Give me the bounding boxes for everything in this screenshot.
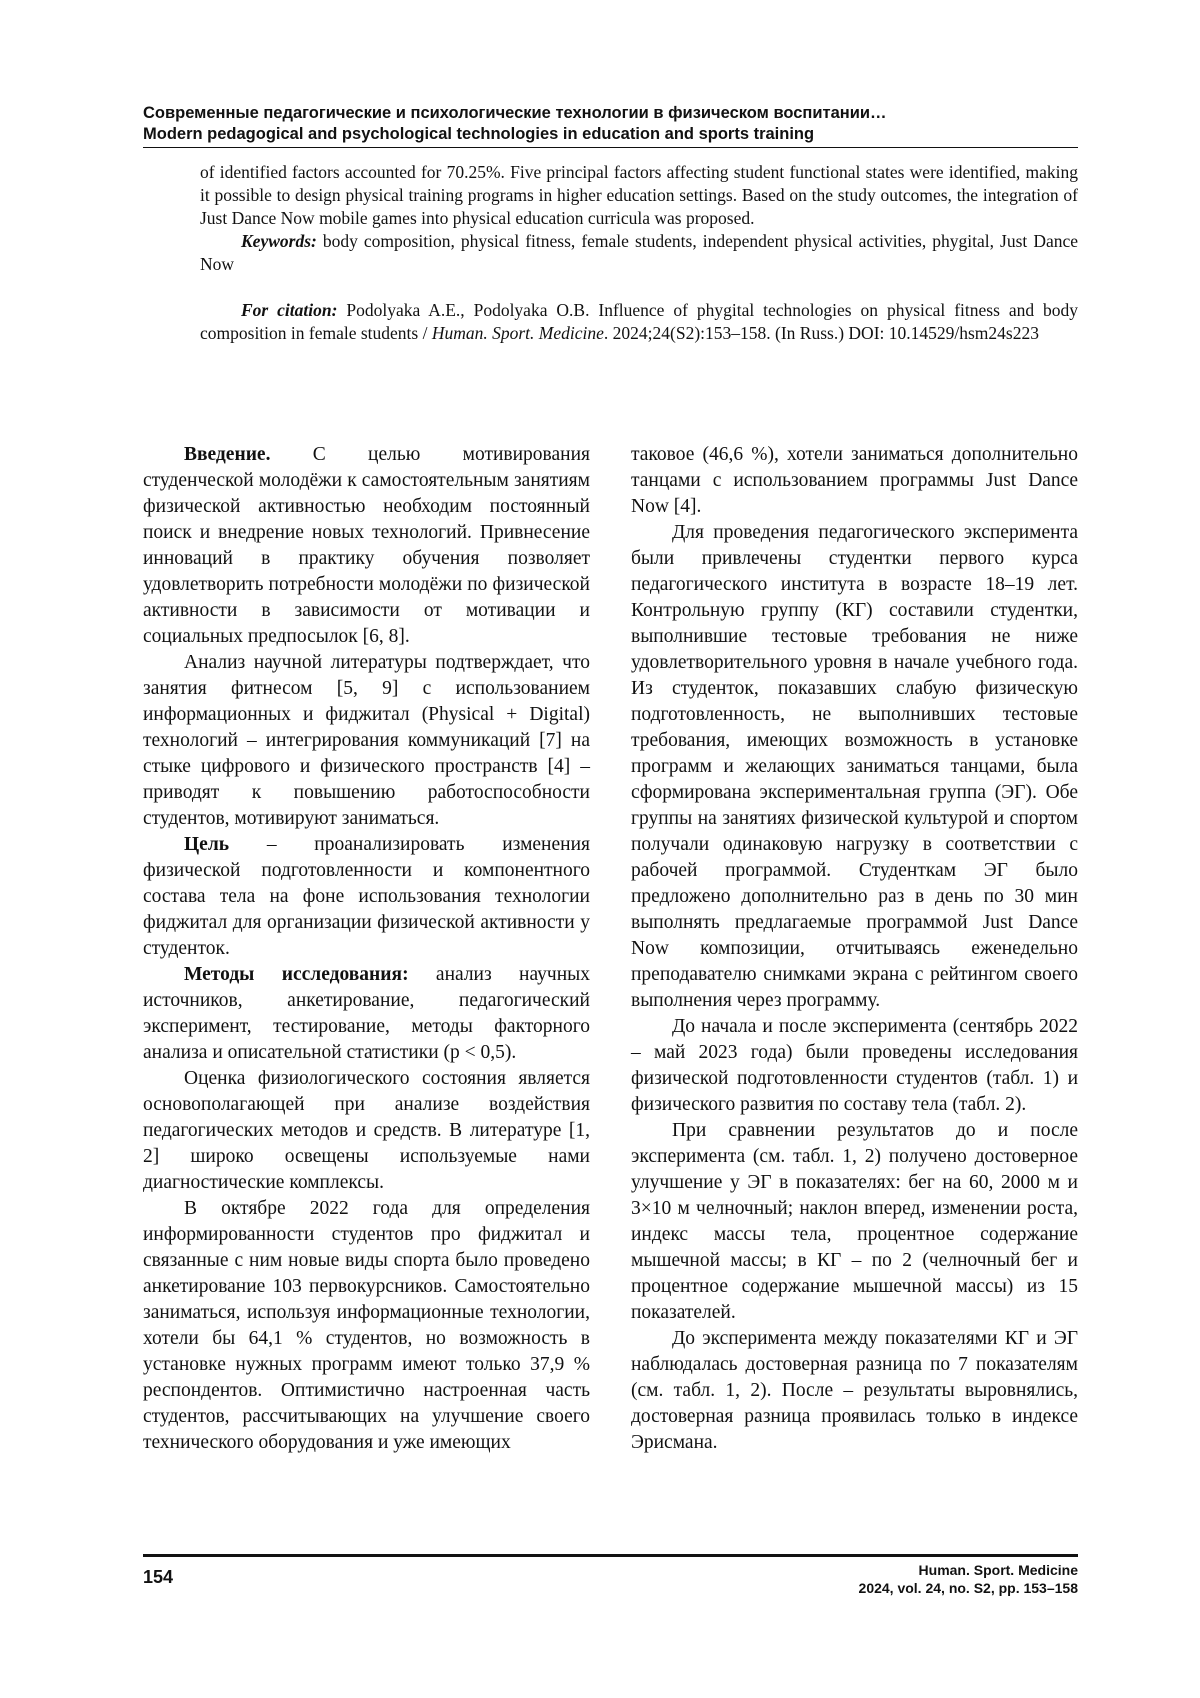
heading-methods: Методы исследования: xyxy=(184,964,409,985)
running-header xyxy=(143,103,1078,145)
left-column xyxy=(143,442,590,1456)
paragraph-group-comparison: До эксперимента между показателями КГ и ЭГ наблюдалась достоверная разница по 7 показателям (см. табл. 1, 2). После – результаты выровнялись, достоверная разница проявилась только в индексе Эрисмана. xyxy=(631,1328,1078,1453)
paragraph-survey: В октябре 2022 года для определения информированности студентов про фиджитал и связанные с ним новые виды спорта было проведено анкетирование 103 первокурсников. Самостоятельно заниматься, используя информационные технологии, хотели бы 64,1 % студентов, но возможность в установке нужных программ имеют только 37,9 % респондентов. Оптимистично настроенная часть студентов, рассчитывающих на улучшение своего технического оборудования и уже имеющих xyxy=(143,1198,590,1453)
paragraph-aim: Цель – проанализировать изменения физической подготовленности и компонентного состава тела на фоне использования технологии фиджитал для организации физической активности у студенток. xyxy=(143,834,590,959)
paragraph-experiment-design: Для проведения педагогического эксперимента были привлечены студентки первого курса педагогического института в возрасте 18–19 лет. Контрольную группу (КГ) составили студентки, выполнившие тестовые требования не ниже удовлетворительного уровня в начале учебного года. Из студенток, показавших слабую физическую подготовленность, не выполнивших тестовые требования, имеющих возможность в установке программ и желающих заниматься танцами, была сформирована экспериментальная группа (ЭГ). Обе группы на занятиях физической культурой и спортом получали одинаковую нагрузку в соответствии с рабочей программой. Студенткам ЭГ было предложено дополнительно раз в день по 30 мин выполнять предлагаемые программой Just Dance Now композиции, отчитываясь еженедельно преподавателю снимками экрана с рейтингом своего выполнения через программу. xyxy=(631,522,1078,1011)
header-divider xyxy=(143,147,1078,148)
paragraph-results: При сравнении результатов до и после эксперимента (см. табл. 1, 2) получено достоверное улучшение у ЭГ в показателях: бег на 60, 2000 м и 3×10 м челночный; наклон вперед, изменении роста, индекс массы тела, процентное содержание мышечной массы; в КГ – по 2 (челночный бег и процентное содержание мышечной массы) из 15 показателей. xyxy=(631,1120,1078,1323)
page-number: 154 xyxy=(143,1567,174,1587)
journal-info xyxy=(859,1561,1078,1597)
paragraph-measurements: До начала и после эксперимента (сентябрь 2022 – май 2023 года) были проведены исследования физической подготовленности студентов (табл. 1) и физического развития по составу тела (табл. 2). xyxy=(631,1016,1078,1115)
paragraph-survey-continued: таковое (46,6 %), хотели заниматься дополнительно танцами с использованием программы Just Dance Now [4]. xyxy=(631,444,1078,517)
citation-details: . 2024;24(S2):153–158. (In Russ.) DOI: 10.14529/hsm24s223 xyxy=(603,323,1039,343)
article-body xyxy=(143,442,1078,1542)
citation xyxy=(200,299,1078,345)
running-header-title-en: Modern pedagogical and psychological technologies in education and sports training xyxy=(143,125,815,143)
citation-journal: Human. Sport. Medicine xyxy=(431,323,604,343)
right-column xyxy=(631,442,1078,1456)
paragraph-assessment: Оценка физиологического состояния является основополагающей при анализе воздействия педагогических методов и средств. В литературе [1, 2] широко освещены используемые нами диагностические комплексы. xyxy=(143,1068,590,1193)
journal-name: Human. Sport. Medicine xyxy=(918,1562,1078,1578)
paragraph-literature: Анализ научной литературы подтверждает, что занятия фитнесом [5, 9] с использованием информационных и фиджитал (Physical + Digital) технологий – интегрирования коммуникаций [7] на стыке цифрового и физического пространств [4] – приводят к повышению работоспособности студентов, мотивируют заниматься. xyxy=(143,652,590,829)
keywords-label: Keywords: xyxy=(241,231,317,251)
citation-authors: Podolyaka A.E., Podolyaka O.B. Influence of phygital technologies on physical fitness and body composition in female students / xyxy=(200,300,1079,343)
keywords-text: body composition, physical fitness, female students, independent physical activities, phygital, Just Dance Now xyxy=(200,231,1079,274)
heading-introduction: Введение. xyxy=(184,444,271,465)
running-header-title-ru: Современные педагогические и психологические технологии в физическом воспитании… xyxy=(143,104,887,122)
heading-aim: Цель xyxy=(184,834,230,855)
journal-issue: 2024, vol. 24, no. S2, pp. 153–158 xyxy=(858,1580,1078,1596)
paragraph-methods: Методы исследования: анализ научных источников, анкетирование, педагогический эксперимент, тестирование, методы факторного анализа и описательной статистики (p < 0,5). xyxy=(143,964,590,1063)
citation-label: For citation: xyxy=(241,300,338,320)
abstract-block xyxy=(200,161,1078,345)
keywords xyxy=(200,230,1078,276)
abstract-text: of identified factors accounted for 70.25%. Five principal factors affecting student functional states were identified, making it possible to design physical training programs in higher education settings. Based on the study outcomes, the integration of Just Dance Now mobile games into physical education curricula was proposed. xyxy=(200,162,1078,228)
footer-divider xyxy=(143,1554,1078,1557)
paragraph-introduction: Введение. С целью мотивирования студенческой молодёжи к самостоятельным занятиям физической активностью необходим постоянный поиск и внедрение новых технологий. Привнесение инноваций в практику обучения позволяет удовлетворить потребности молодёжи по физической активности в зависимости от мотивации и социальных предпосылок [6, 8]. xyxy=(143,444,590,647)
